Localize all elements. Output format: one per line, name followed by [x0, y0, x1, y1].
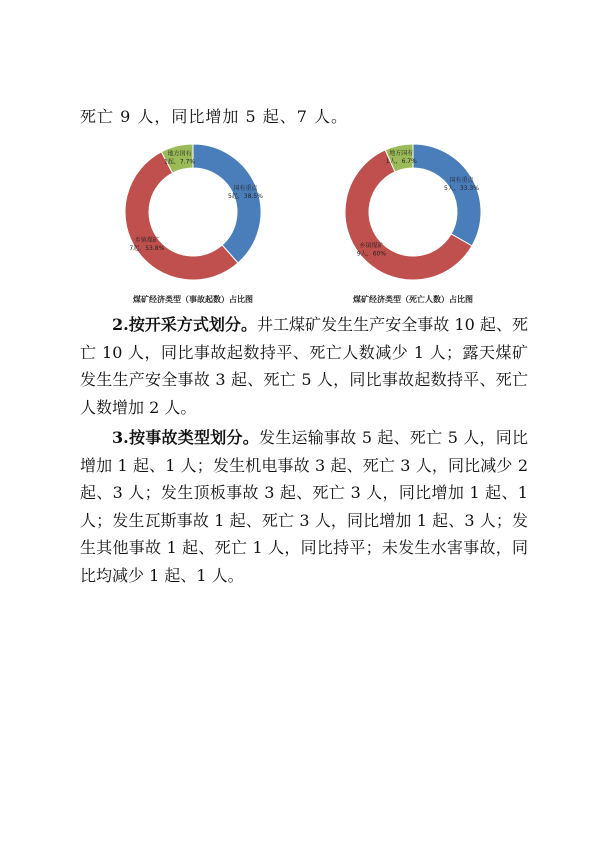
slice-value-label: 9人，60% — [356, 250, 387, 258]
slice-value-label: 7起，53.8% — [129, 244, 165, 252]
slice-value-label: 5起，38.5% — [227, 193, 263, 201]
paragraph-mining-method — [80, 311, 528, 421]
chart-caption: 煤矿经济类型（事故起数）占比图 — [133, 294, 253, 304]
slice-name-label: 地方国有 — [167, 150, 192, 158]
section-body: 发生运输事故 5 起、死亡 5 人，同比增加 1 起、1 人；发生机电事故 3 起、死亡 3 人，同比减少 2 起、3 人；发生顶板事故 3 起、死亡 3 人，同比增加 1 起、1 人；发生瓦斯事故 1 起、死亡 3 人，同比增加 1 起、3 人；发生其他事故 1 起、死亡 1 人，同比持平；未发生水害事故，同比均减少 1 起、1 人。 — [80, 428, 528, 585]
deaths-donut-chart — [308, 140, 518, 310]
slice-value-label: 1起，7.7% — [164, 158, 196, 166]
donut-slice — [193, 144, 261, 263]
charts-row — [88, 140, 528, 310]
slice-name-label: 国有重点 — [233, 185, 258, 193]
section-body: 井工煤矿发生生产安全事故 10 起、死亡 10 人，同比事故起数持平、死亡人数减少 1 人；露天煤矿发生生产安全事故 3 起、死亡 5 人，同比事故起数持平、死亡人数增加 2 人。 — [80, 315, 528, 417]
slice-value-label: 1人，6.7% — [385, 158, 417, 166]
paragraph-accident-type — [80, 424, 528, 589]
section-heading: 3.按事故类型划分。 — [112, 428, 259, 447]
donut-slice — [413, 144, 481, 246]
accidents-donut-svg — [88, 140, 298, 290]
section-heading: 2.按开采方式划分。 — [112, 315, 257, 334]
deaths-donut-svg — [308, 140, 518, 290]
slice-name-label: 乡镇煤矿 — [134, 236, 159, 244]
slice-value-label: 5人，33.3% — [444, 184, 479, 192]
paragraph-continuation: 死亡 9 人，同比增加 5 起、7 人。 — [80, 107, 348, 126]
accidents-donut-chart — [88, 140, 298, 310]
slice-name-label: 乡镇煤矿 — [359, 242, 384, 250]
chart-caption: 煤矿经济类型（死亡人数）占比图 — [353, 294, 473, 304]
slice-name-label: 国有重点 — [449, 176, 474, 184]
slice-name-label: 地方国有 — [389, 150, 414, 158]
